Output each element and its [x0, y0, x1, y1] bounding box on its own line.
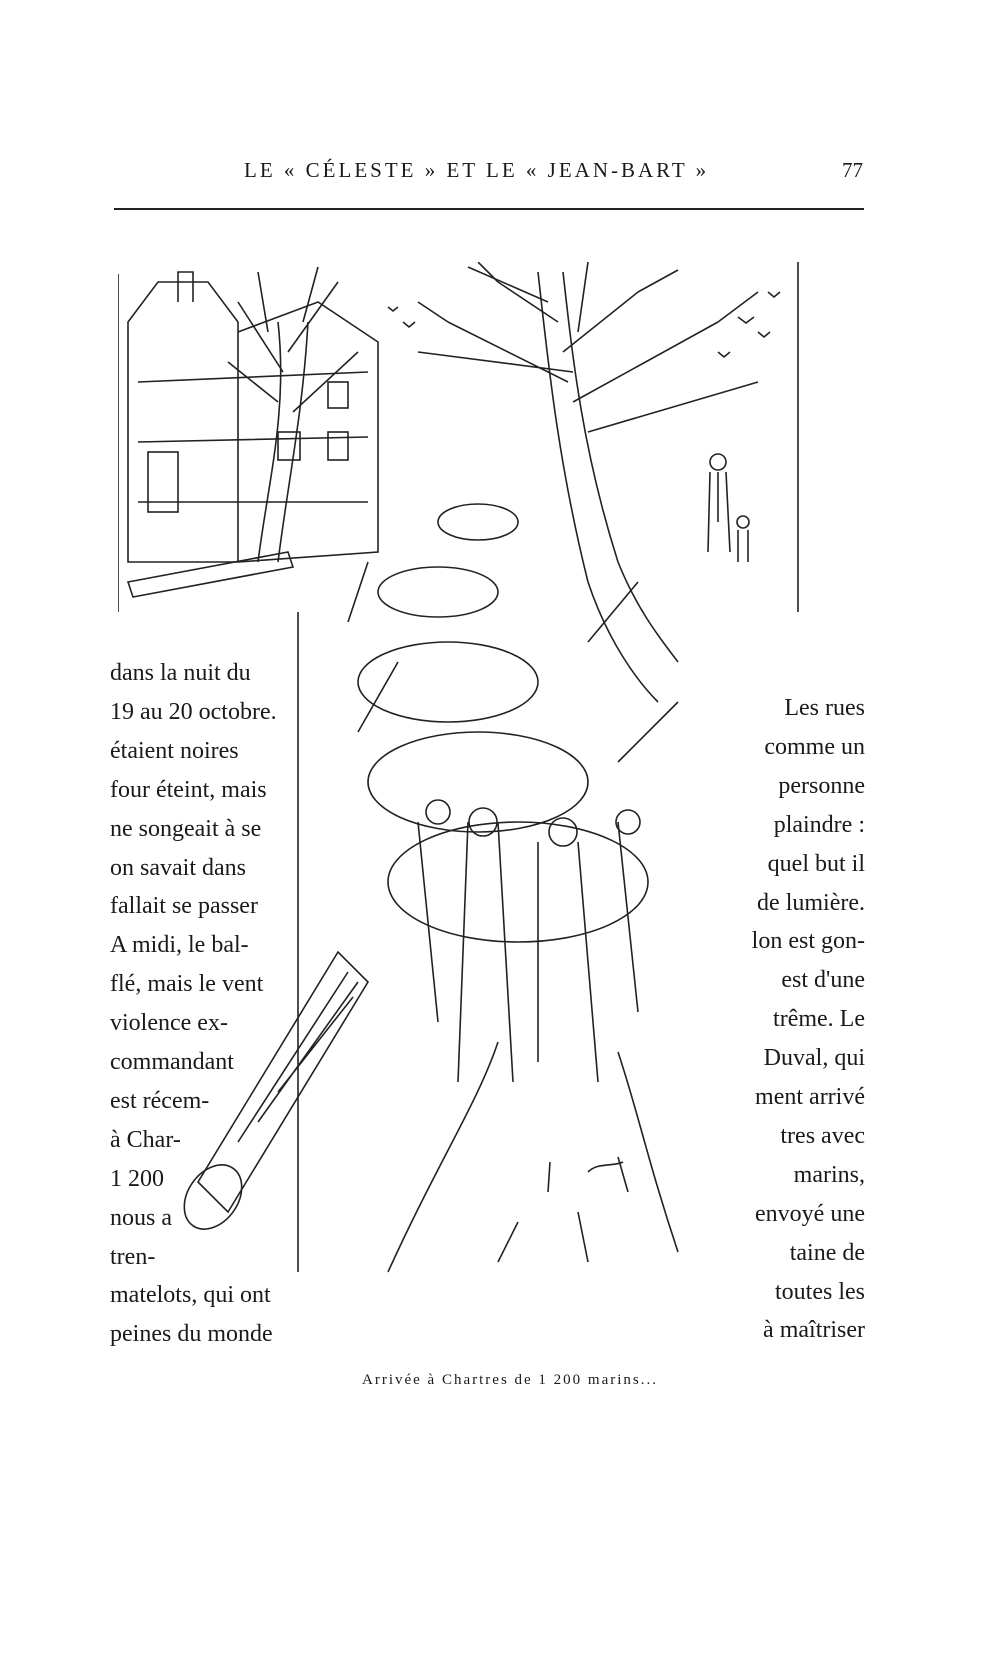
right-column-line: comme un: [764, 733, 865, 760]
right-column-line: ment arrivé: [755, 1084, 865, 1110]
left-column-line: tren-: [110, 1243, 156, 1270]
left-column-line: matelots, qui ont: [110, 1282, 271, 1309]
right-column-line: marins,: [793, 1161, 865, 1188]
right-column-line: trême. Le: [773, 1006, 865, 1033]
page-number: 77: [842, 158, 863, 182]
illustration-caption: Arrivée à Chartres de 1 200 marins...: [362, 1372, 659, 1388]
right-column-line: tres avec: [780, 1122, 865, 1149]
left-column-line: est récem-: [110, 1087, 210, 1114]
left-column-line: on savait dans: [110, 854, 246, 881]
right-column-line: toutes les: [775, 1278, 865, 1305]
birds-drawing: [388, 292, 780, 357]
left-column-line: ne songeait à se: [110, 815, 262, 842]
left-column-line: dans la nuit du: [110, 660, 251, 686]
left-column-line: nous a: [110, 1204, 172, 1231]
left-column-line: fallait se passer: [110, 893, 258, 920]
right-column-line: lon est gon-: [751, 928, 865, 955]
road-drawing: [388, 1042, 678, 1272]
page-header: [0, 158, 1000, 198]
left-column-line: 19 au 20 octobre.: [110, 698, 277, 725]
marching-sailors-drawing: [348, 504, 678, 1082]
left-column-line: 1 200: [110, 1165, 164, 1192]
bystanders-drawing: [708, 454, 749, 562]
houses-drawing: [128, 272, 378, 562]
signature-mark: [588, 1157, 628, 1192]
right-column-line: à maîtriser: [763, 1317, 865, 1344]
left-column-line: à Char-: [110, 1126, 181, 1153]
left-column-line: peines du monde: [110, 1321, 273, 1348]
left-column-line: A midi, le bal-: [110, 932, 249, 959]
left-column-line: flé, mais le vent: [110, 971, 264, 998]
right-column-line: est d'une: [781, 967, 865, 994]
left-column-line: violence ex-: [110, 1010, 228, 1037]
right-tree-drawing: [418, 262, 758, 702]
left-column-line: commandant: [110, 1049, 234, 1075]
right-column-line: Duval, qui: [763, 1045, 865, 1072]
left-column-line: four éteint, mais: [110, 776, 267, 803]
right-column-line: quel but il: [767, 850, 865, 877]
running-title: LE « CÉLESTE » ET LE « JEAN-BART »: [244, 158, 710, 182]
right-column-line: taine de: [789, 1239, 865, 1266]
right-column-line: envoyé une: [755, 1200, 865, 1227]
left-column-line: étaient noires: [110, 737, 239, 764]
right-column-line: de lumière.: [757, 889, 865, 916]
right-column-line: personne: [778, 772, 865, 799]
header-rule: [114, 208, 864, 210]
right-column-line: Les rues: [784, 695, 865, 721]
right-column-line: plaindre :: [773, 811, 865, 838]
